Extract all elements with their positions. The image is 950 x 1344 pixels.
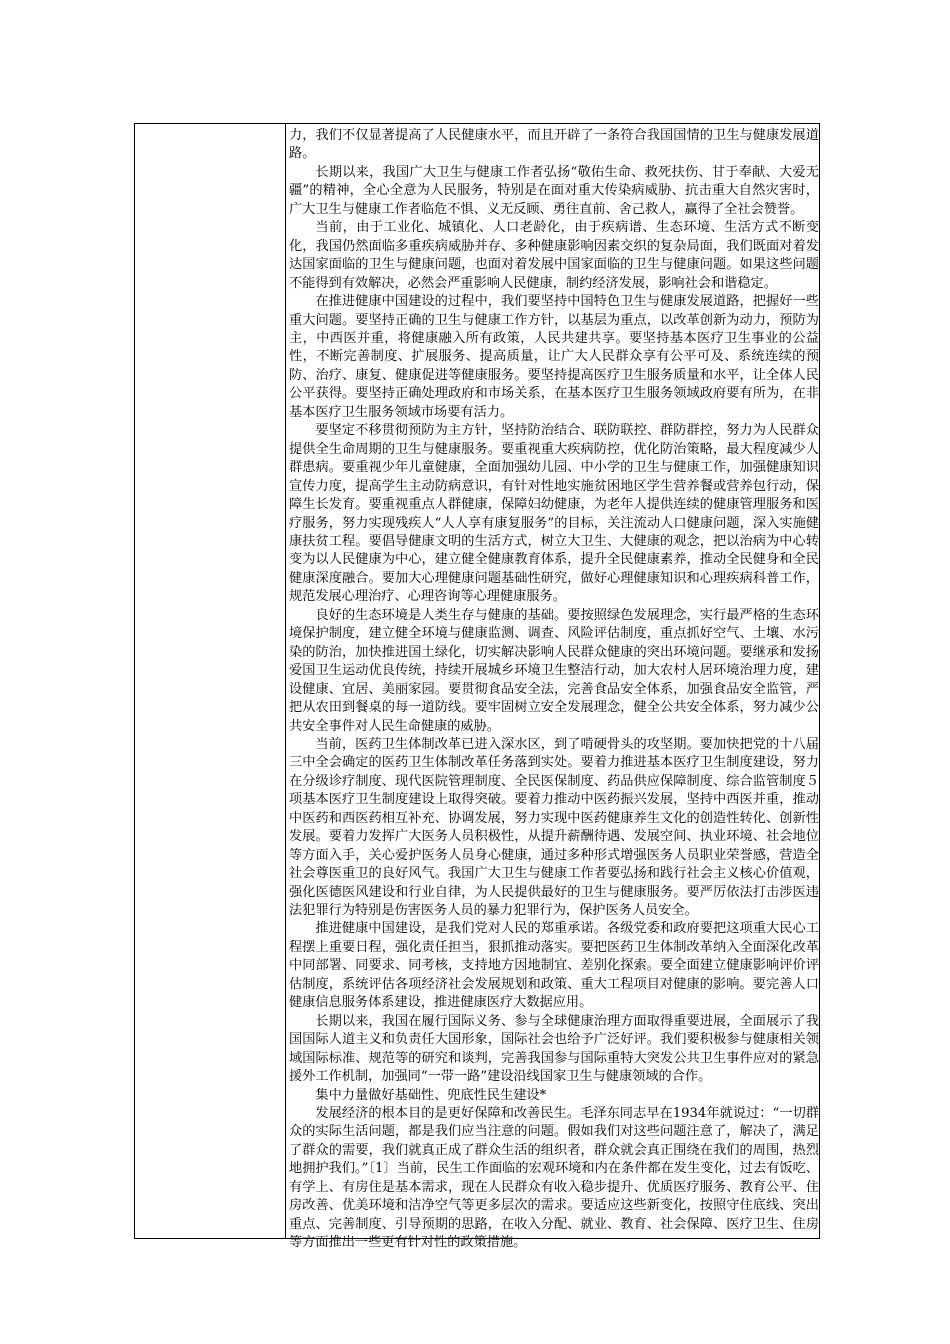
table-left-cell	[135, 124, 286, 1238]
paragraph-2: 长期以来，我国广大卫生与健康工作者弘扬“敬佑生命、救死扶伤、甘于奉献、大爱无疆”的精神，全心全意为人民服务，特别是在面对重大传染病威胁、抗击重大自然灾害时，广大卫生与健康工作者临危不惧、义无反顾、勇往直前、舍己救人，赢得了全社会赞誉。	[289, 164, 819, 217]
paragraph-9: 长期以来，我国在履行国际义务、参与全球健康治理方面取得重要进展，全面展示了我国国际人道主义和负责任大国形象，国际社会也给予广泛好评。我们要积极参与健康相关领域国际标准、规范等的研究和谈判，完善我国参与国际重特大突发公共卫生事件应对的紧急援外工作机制，加强同“一带一路”建设沿线国家卫生与健康领域的合作。	[289, 1013, 819, 1085]
paragraph-5: 要坚定不移贯彻预防为主方针，坚持防治结合、联防联控、群防群控，努力为人民群众提供全生命周期的卫生与健康服务。要重视重大疾病防控，优化防治策略，最大程度减少人群患病。要重视少年儿童健康，全面加强幼儿园、中小学的卫生与健康工作，加强健康知识宣传力度，提高学生主动防病意识，有针对性地实施贫困地区学生营养餐或营养包行动，保障生长发育。要重视重点人群健康，保障妇幼健康，为老年人提供连续的健康管理服务和医疗服务，努力实现残疾人“人人享有康复服务”的目标，关注流动人口健康问题，深入实施健康扶贫工程。要倡导健康文明的生活方式，树立大卫生、大健康的观念，把以治病为中心转变为以人民健康为中心，建立健全健康教育体系，提升全民健康素养，推动全民健身和全民健康深度融合。要加大心理健康问题基础性研究，做好心理健康知识和心理疾病科普工作，规范发展心理治疗、心理咨询等心理健康服务。	[289, 423, 819, 605]
paragraph-11: 发展经济的根本目的是更好保障和改善民生。毛泽东同志早在1934年就说过：“一切群众的实际生活问题，都是我们应当注意的问题。假如我们对这些问题注意了，解决了，满足了群众的需要，我们就真正成了群众生活的组织者，群众就会真正围绕在我们的周围，热烈地拥护我们。”〔1〕当前，民生工作面临的宏观环境和内在条件都在发生变化，过去有饭吃、有学上、有房住是基本需求，现在人民群众有收入稳步提升、优质医疗服务、教育公平、住房改善、优美环境和洁净空气等更多层次的需求。要适应这些新变化，按照守住底线、突出重点、完善制度、引导预期的思路，在收入分配、就业、教育、社会保障、医疗卫生、住房等方面推出一些更有针对性的政策措施。	[289, 1106, 819, 1251]
table-text-cell	[286, 124, 821, 1251]
paragraph-1: 力，我们不仅显著提高了人民健康水平，而且开辟了一条符合我国国情的卫生与健康发展道路。	[289, 128, 819, 162]
paragraph-4: 在推进健康中国建设的过程中，我们要坚持中国特色卫生与健康发展道路，把握好一些重大问题。要坚持正确的卫生与健康工作方针，以基层为重点，以改革创新为动力，预防为主，中西医并重，将健康融入所有政策，人民共建共享。要坚持基本医疗卫生事业的公益性，不断完善制度、扩展服务、提高质量，让广大人民群众享有公平可及、系统连续的预防、治疗、康复、健康促进等健康服务。要坚持提高医疗卫生服务质量和水平，让全体人民公平获得。要坚持正确处理政府和市场关系，在基本医疗卫生服务领域政府要有所为，在非基本医疗卫生服务领域市场要有活力。	[289, 294, 819, 420]
paragraph-3: 当前，由于工业化、城镇化、人口老龄化，由于疾病谱、生态环境、生活方式不断变化，我国仍然面临多重疾病威胁并存、多种健康影响因素交织的复杂局面，我们既面对着发达国家面临的卫生与健康问题，也面对着发展中国家面临的卫生与健康问题。如果这些问题不能得到有效解决，必然会严重影响人民健康，制约经济发展，影响社会和谐稳定。	[289, 220, 819, 291]
paragraph-7: 当前，医药卫生体制改革已进入深水区，到了啃硬骨头的攻坚期。要加快把党的十八届三中全会确定的医药卫生体制改革任务落到实处。要着力推进基本医疗卫生制度建设，努力在分级诊疗制度、现代医院管理制度、全民医保制度、药品供应保障制度、综合监管制度５项基本医疗卫生制度建设上取得突破。要着力推动中医药振兴发展，坚持中西医并重，推动中医药和西医药相互补充、协调发展，努力实现中医药健康养生文化的创造性转化、创新性发展。要着力发挥广大医务人员积极性，从提升薪酬待遇、发展空间、执业环境、社会地位等方面入手，关心爱护医务人员身心健康，通过多种形式增强医务人员职业荣誉感，营造全社会尊医重卫的良好风气。我国广大卫生与健康工作者要弘扬和践行社会主义核心价值观，强化医德医风建设和行业自律，为人民提供最好的卫生与健康服务。要严厉依法打击涉医违法犯罪行为特别是伤害医务人员的暴力犯罪行为，保护医务人员安全。	[289, 736, 819, 919]
paragraph-6: 良好的生态环境是人类生存与健康的基础。要按照绿色发展理念，实行最严格的生态环境保护制度，建立健全环境与健康监测、调查、风险评估制度，重点抓好空气、土壤、水污染的防治，加快推进国土绿化，切实解决影响人民群众健康的突出环境问题。要继承和发扬爱国卫生运动优良传统，持续开展城乡环境卫生整洁行动，加大农村人居环境治理力度，建设健康、宜居、美丽家园。要贯彻食品安全法，完善食品安全体系，加强食品安全监管，严把从农田到餐桌的每一道防线。要牢固树立安全发展理念，健全公共安全体系，努力减少公共安全事件对人民生命健康的威胁。	[289, 607, 819, 734]
paragraph-8: 推进健康中国建设，是我们党对人民的郑重承诺。各级党委和政府要把这项重大民心工程摆上重要日程，强化责任担当，狠抓推动落实。要把医药卫生体制改革纳入全面深化改革中同部署、同要求、同考核，支持地方因地制宜、差别化探索。要全面建立健康影响评价评估制度，系统评估各项经济社会发展规划和政策、重大工程项目对健康的影响。要完善人口健康信息服务体系建设，推进健康医疗大数据应用。	[289, 921, 819, 1011]
section-heading: 集中力量做好基础性、兜底性民生建设*	[315, 1087, 547, 1103]
document-table	[134, 123, 820, 1251]
